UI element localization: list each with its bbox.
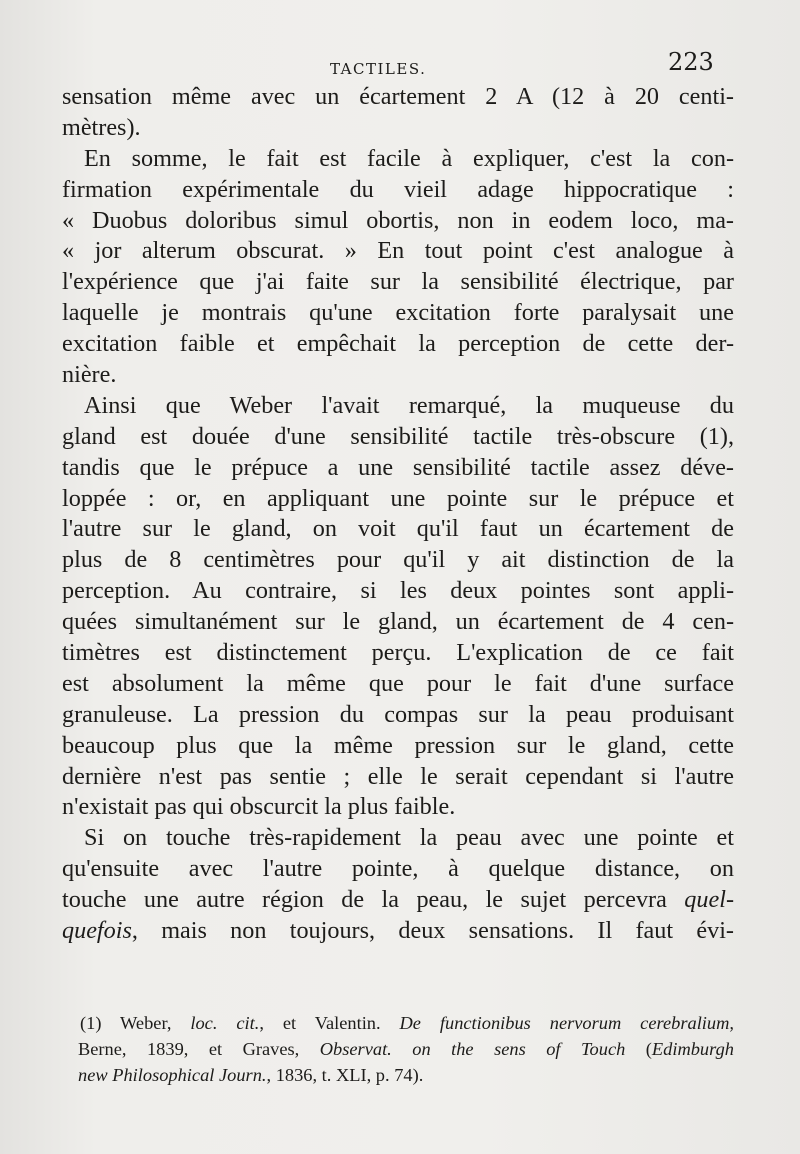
- text-line: n'existait pas qui obscurcit la plus faible.: [62, 793, 456, 821]
- text-line: qu'ensuite avec l'autre pointe, à quelque distance, on: [62, 855, 734, 883]
- footnote-italic: new Philosophical Journ.: [78, 1065, 267, 1085]
- page-number: 223: [668, 48, 714, 76]
- footnote-text: , et Valentin.: [259, 1013, 400, 1033]
- text-line: perception. Au contraire, si les deux pointes sont appli-: [62, 577, 734, 605]
- text-line: quefois, mais non toujours, deux sensations. Il faut évi-: [62, 917, 734, 945]
- footnote-line: [78, 1062, 734, 1088]
- body-text: [62, 82, 734, 947]
- footnote-italic: Edimburgh: [651, 1039, 734, 1059]
- text-line: plus de 8 centimètres pour qu'il y ait distinction de la: [62, 546, 734, 574]
- text-line: l'expérience que j'ai faite sur la sensibilité électrique, par: [62, 268, 734, 296]
- text-line: beaucoup plus que la même pression sur le gland, cette: [62, 731, 734, 759]
- text-line: « Duobus doloribus simul obortis, non in eodem loco, ma-: [62, 206, 734, 234]
- text-line: granuleuse. La pression du compas sur la peau produisant: [62, 700, 734, 728]
- footnote-italic: loc. cit.: [190, 1013, 260, 1033]
- footnote-italic: Observat. on the sens of Touch: [319, 1039, 626, 1059]
- text-line: Ainsi que Weber l'avait remarqué, la muqueuse du: [84, 391, 734, 419]
- footnote-line: [80, 1010, 734, 1036]
- text-line: gland est douée d'une sensibilité tactile très-obscure (1),: [62, 422, 734, 450]
- text-line: tandis que le prépuce a une sensibilité tactile assez déve-: [62, 453, 734, 481]
- footnote-italic: De functionibus nervorum cerebralium,: [399, 1013, 734, 1033]
- text-line: « jor alterum obscurat. » En tout point c'est analogue à: [62, 237, 734, 265]
- footnote-text: Berne, 1839, et Graves,: [78, 1039, 320, 1059]
- footnote: [80, 1010, 734, 1088]
- footnote-text: (: [625, 1039, 652, 1059]
- text-line: timètres est distinctement perçu. L'explication de ce fait: [62, 639, 734, 667]
- running-head: TACTILES.: [330, 60, 427, 78]
- text-line: mètres).: [62, 113, 141, 141]
- text-line: En somme, le fait est facile à expliquer, c'est la con-: [84, 144, 734, 172]
- footnote-text: (1) Weber,: [80, 1013, 191, 1033]
- text-line: quées simultanément sur le gland, un écartement de 4 cen-: [62, 608, 734, 636]
- text-line: nière.: [62, 361, 117, 389]
- text-line: sensation même avec un écartement 2 A (12 à 20 centi-: [62, 83, 734, 110]
- italic-word: quefois: [62, 917, 132, 945]
- footnote-line: [78, 1036, 734, 1062]
- text-line: dernière n'est pas sentie ; elle le serait cependant si l'autre: [62, 762, 734, 790]
- text-line: excitation faible et empêchait la perception de cette der-: [62, 330, 734, 358]
- footnote-text: , 1836, t. XLI, p. 74).: [266, 1065, 424, 1085]
- text-line: touche une autre région de la peau, le sujet percevra quel-: [62, 886, 734, 914]
- italic-word: quel-: [684, 886, 734, 914]
- text-line: Si on touche très-rapidement la peau avec une pointe et: [84, 824, 734, 852]
- text-line: laquelle je montrais qu'une excitation forte paralysait une: [62, 299, 734, 327]
- text-line: firmation expérimentale du vieil adage hippocratique :: [62, 175, 734, 203]
- text-line: est absolument la même que pour le fait d'une surface: [62, 669, 734, 697]
- text-line: loppée : or, en appliquant une pointe sur le prépuce et: [62, 484, 734, 512]
- text-line: l'autre sur le gland, on voit qu'il faut un écartement de: [62, 515, 734, 543]
